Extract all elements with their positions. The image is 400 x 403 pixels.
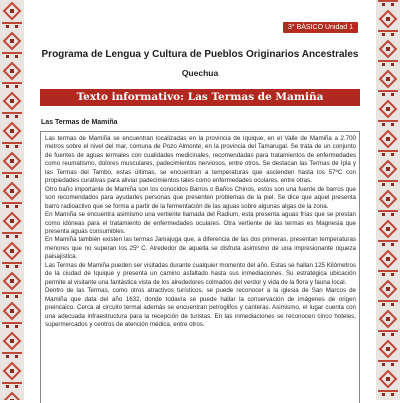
section-title: Las Termas de Mamiña	[41, 119, 118, 126]
grade-unit-badge: 3° BÁSICO Unidad 1	[283, 22, 358, 33]
paragraph-2: Otro baño importante de Mamiña son los conocidos Barros o Baños Chinos, estos son una fuente de barros que son recomendados para ayudarles personas que presenten problemas de la piel. Se dice que aquel presenta barro radioactivo que se forma a partir de la fermentación de las aguas sobre algunas algas de la zona.	[45, 185, 356, 210]
paragraph-6: Dentro de las Termas, como otros atractivos turísticos, se puede reconocer a la iglesia de San Marcos de Mamiña que data del año 1632, donde todavía se puede hallar la conservación de imágenes de origen preincaico. Cerca al circuito termal además se encuentran petroglifos y canteras. Asimismo, el lugar cuenta con una adecuada infraestructura para la recepción de turistas. En las inmediaciones se reconocen cinco hoteles, supermercados y centros de atención médica, entre otros.	[45, 287, 356, 328]
paragraph-4: En Mamiña también existen las termas Jamajuga que, a diferencia de las dos primeras, presentan temperaturas menores que no superan los 25º C. Alrededor de aquella se disfruta asimismo de una impresionante riqueza paisajística.	[45, 236, 356, 261]
language-label: Quechua	[181, 68, 219, 78]
andean-pattern-right	[376, 0, 400, 400]
andean-pattern-left	[0, 0, 24, 400]
article-text-box	[40, 131, 360, 403]
paragraph-1: Las termas de Mamiña se encuentran localizadas en la provincia de Iquique, en el Valle de Mamiña a 2.700 metros sobre el nivel del mar, comuna de Pozo Almonte, en la provincia del Tamarugal. Se trata de un conjunto de fuentes de aguas termales con cualidades medicinales, recomendadas para tratamientos de enfermedades como reumatismo, dolores musculares, padecimientos nerviosos, entre otros. Se destacan las Termas de Ipla y las Termas del Tambo, estas últimas, se encuentran a temperaturas que ascienden hasta los 57ºC con propiedades curativas para aliviar padecimientos tales como enfermedades oculares, entre otras.	[45, 135, 356, 185]
left-decorative-border	[0, 0, 24, 400]
paragraph-5: Las Termas de Mamiña pueden ser visitadas durante cualquier momento del año. Estas se hallan 125 Kilómetros de la ciudad de Iquique y presenta un camino asfaltado hasta sus inmediaciones. Su estratégica ubicación permite al visitante una fantástica vista de los alrededores colmados del verdor y vida de la flora y fauna local.	[45, 261, 356, 286]
right-decorative-border	[376, 0, 400, 400]
program-title: Programa de Lengua y Cultura de Pueblos Originarios Ancestrales	[41, 49, 359, 60]
paragraph-3: En Mamiña se encuentra asimismo una vertiente llamada del Radium, esta presenta aguas frías que se prestan como idóneas para el tratamiento de enfermedades oculares. Otra vertiente de las termas es Magnesia que presenta aguas consumibles.	[45, 211, 356, 235]
activity-banner: Texto informativo: Las Termas de Mamiña	[40, 89, 360, 106]
